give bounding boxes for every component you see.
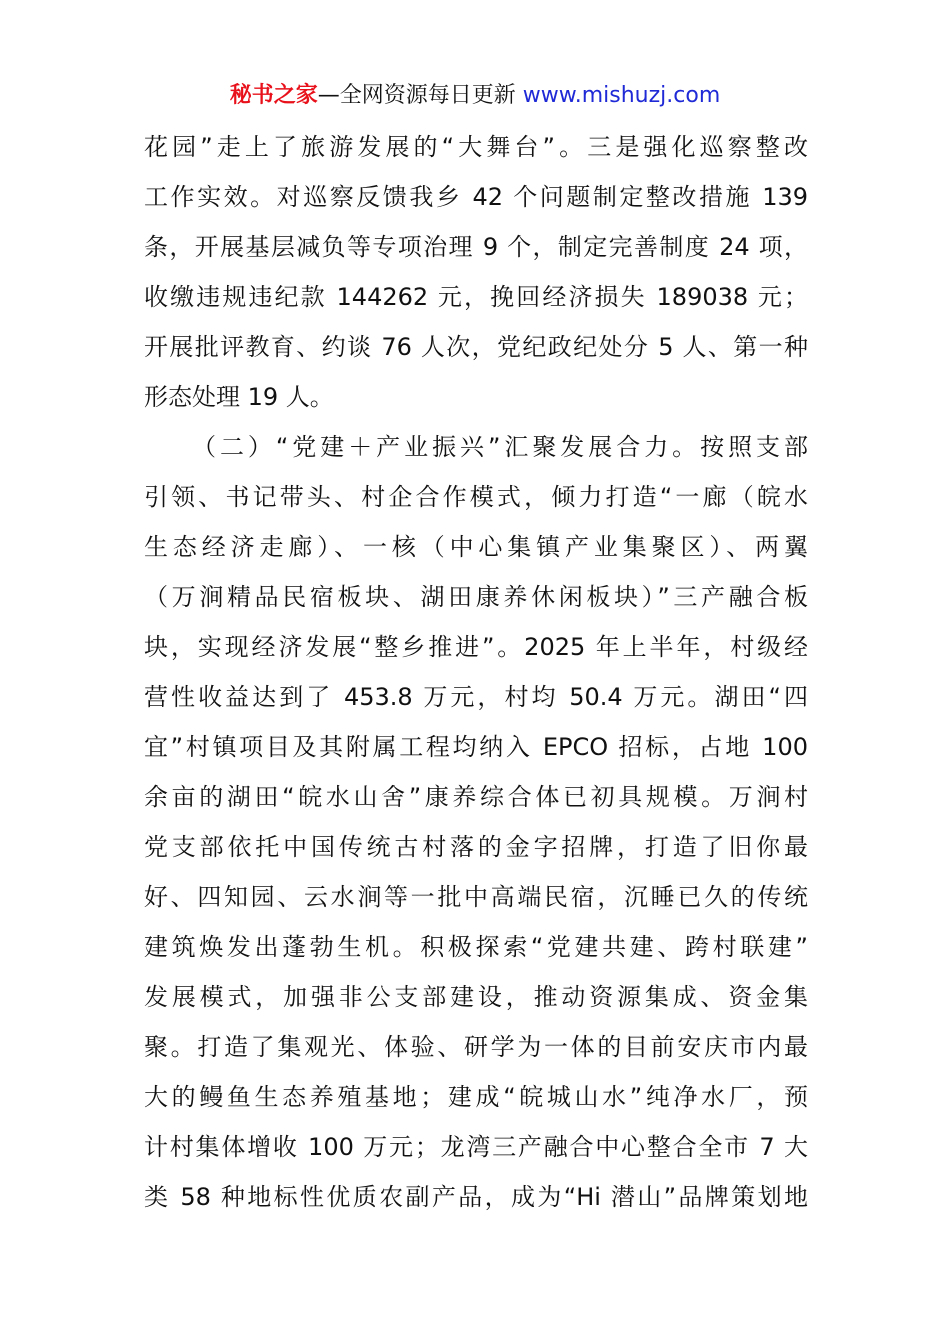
text-line: 计村集体增收 100 万元；龙湾三产融合中心整合全市 7 大 bbox=[144, 1133, 808, 1161]
text-line: 建筑焕发出蓬勃生机。积极探索“党建共建、跨村联建” bbox=[144, 933, 808, 961]
text-line: 形态处理 19 人。 bbox=[144, 383, 334, 411]
document-body bbox=[144, 122, 808, 1222]
text-line: 收缴违规违纪款 144262 元，挽回经济损失 189038 元； bbox=[144, 283, 808, 311]
site-tagline: —全网资源每日更新 bbox=[317, 83, 516, 108]
text-line: 引领、书记带头、村企合作模式，倾力打造“一廊（皖水 bbox=[144, 483, 808, 511]
site-url-link[interactable]: www.mishuzj.com bbox=[522, 83, 721, 108]
text-line: 聚。打造了集观光、体验、研学为一体的目前安庆市内最 bbox=[144, 1033, 808, 1061]
text-line: 余亩的湖田“皖水山舍”康养综合体已初具规模。万涧村 bbox=[144, 783, 808, 811]
text-line: 宜”村镇项目及其附属工程均纳入 EPCO 招标，占地 100 bbox=[144, 733, 808, 761]
text-line: （万涧精品民宿板块、湖田康养休闲板块）”三产融合板 bbox=[144, 583, 808, 611]
text-line: 发展模式，加强非公支部建设，推动资源集成、资金集 bbox=[144, 983, 808, 1011]
text-line: 生态经济走廊）、一核（中心集镇产业集聚区）、两翼 bbox=[144, 533, 808, 561]
text-line: 工作实效。对巡察反馈我乡 42 个问题制定整改措施 139 bbox=[144, 183, 808, 211]
site-header bbox=[0, 80, 950, 112]
text-line: 大的鳗鱼生态养殖基地；建成“皖城山水”纯净水厂，预 bbox=[144, 1083, 808, 1111]
text-line: 块，实现经济发展“整乡推进”。2025 年上半年，村级经 bbox=[144, 633, 808, 661]
text-line: 开展批评教育、约谈 76 人次，党纪政纪处分 5 人、第一种 bbox=[144, 333, 808, 361]
site-brand: 秘书之家 bbox=[229, 83, 318, 108]
text-line: 好、四知园、云水涧等一批中高端民宿，沉睡已久的传统 bbox=[144, 883, 808, 911]
text-line: 类 58 种地标性优质农副产品，成为“Hi 潜山”品牌策划地 bbox=[144, 1183, 808, 1211]
text-line: （二）“党建＋产业振兴”汇聚发展合力。按照支部 bbox=[192, 433, 808, 461]
text-line: 党支部依托中国传统古村落的金字招牌，打造了旧你最 bbox=[144, 833, 808, 861]
text-line: 花园”走上了旅游发展的“大舞台”。三是强化巡察整改 bbox=[144, 133, 808, 161]
paragraph-1 bbox=[144, 122, 808, 422]
text-line: 条，开展基层减负等专项治理 9 个，制定完善制度 24 项， bbox=[144, 233, 808, 261]
text-line: 营性收益达到了 453.8 万元，村均 50.4 万元。湖田“四 bbox=[144, 683, 808, 711]
paragraph-2 bbox=[144, 422, 808, 1222]
